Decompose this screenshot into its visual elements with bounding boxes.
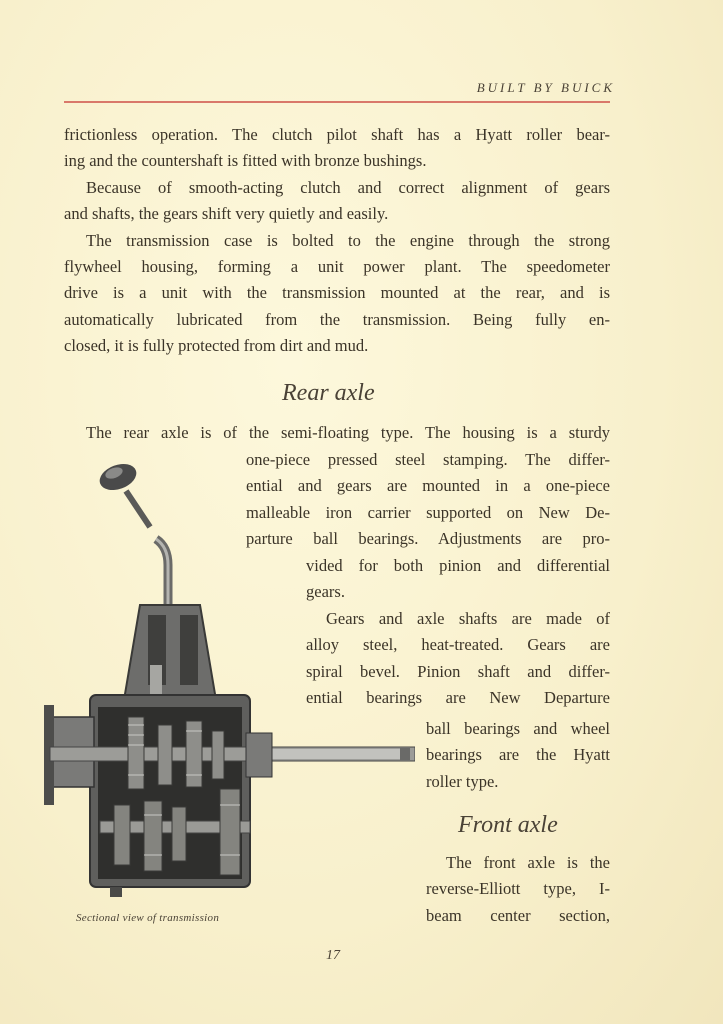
text-line: roller type. (426, 771, 499, 791)
intro-text (64, 122, 610, 360)
text-line: bearings are the Hyatt (426, 745, 610, 765)
text-line: ential bearings are New Departure (306, 688, 610, 708)
front-axle-heading: Front axle (458, 812, 558, 838)
text-line: parture ball bearings. Adjustments are pro- (246, 529, 610, 549)
rear-axle-heading: Rear axle (282, 380, 375, 406)
text-line: vided for both pinion and differential (306, 556, 610, 575)
text-line: Gears and axle shafts are made of (326, 609, 610, 628)
text-line: frictionless operation. The clutch pilot shaft has a Hyatt roller bear- (64, 125, 610, 144)
rear-axle-lead: The rear axle is of the semi-floating type. The housing is a sturdy (86, 423, 610, 442)
text-line: and shafts, the gears shift very quietly and easily. (64, 204, 389, 224)
running-head: BUILT BY BUICK (476, 80, 615, 95)
text-line: beam center section, (426, 905, 610, 925)
text-line: Because of smooth-acting clutch and correct alignment of gears (86, 177, 610, 197)
text-line: ball bearings and wheel (426, 719, 610, 738)
text-line: drive is a unit with the transmission mounted at the rear, and is (64, 283, 610, 303)
text-line: one-piece pressed steel stamping. The differ- (246, 450, 610, 469)
text-line: The front axle is the (446, 853, 610, 872)
text-line: spiral bevel. Pinion shaft and differ- (306, 661, 610, 681)
header-rule (64, 101, 610, 103)
text-line: ential and gears are mounted in a one-piece (246, 476, 610, 496)
paragraph (64, 122, 610, 175)
page-number: 17 (326, 948, 340, 963)
text-line: reverse-Elliott type, I- (426, 879, 610, 899)
transmission-illustration (40, 455, 415, 910)
paragraph (64, 228, 610, 360)
text-line: closed, it is fully protected from dirt and mud. (64, 336, 369, 356)
front-axle-block (426, 850, 610, 929)
illustration-caption: Sectional view of transmission (76, 912, 220, 924)
text-line: flywheel housing, forming a unit power plant. The speedometer (64, 257, 610, 277)
text-line: automatically lubricated from the transmission. Being fully en- (64, 309, 610, 329)
rear-axle-narrow-block (426, 716, 610, 795)
text-line: alloy steel, heat-treated. Gears are (306, 635, 610, 655)
text-line: malleable iron carrier supported on New De- (246, 502, 610, 522)
text-line: The transmission case is bolted to the engine through the strong (86, 230, 610, 250)
text-line: gears. (306, 582, 345, 602)
paragraph (64, 175, 610, 228)
text-line: ing and the countershaft is fitted with bronze bushings. (64, 151, 427, 171)
